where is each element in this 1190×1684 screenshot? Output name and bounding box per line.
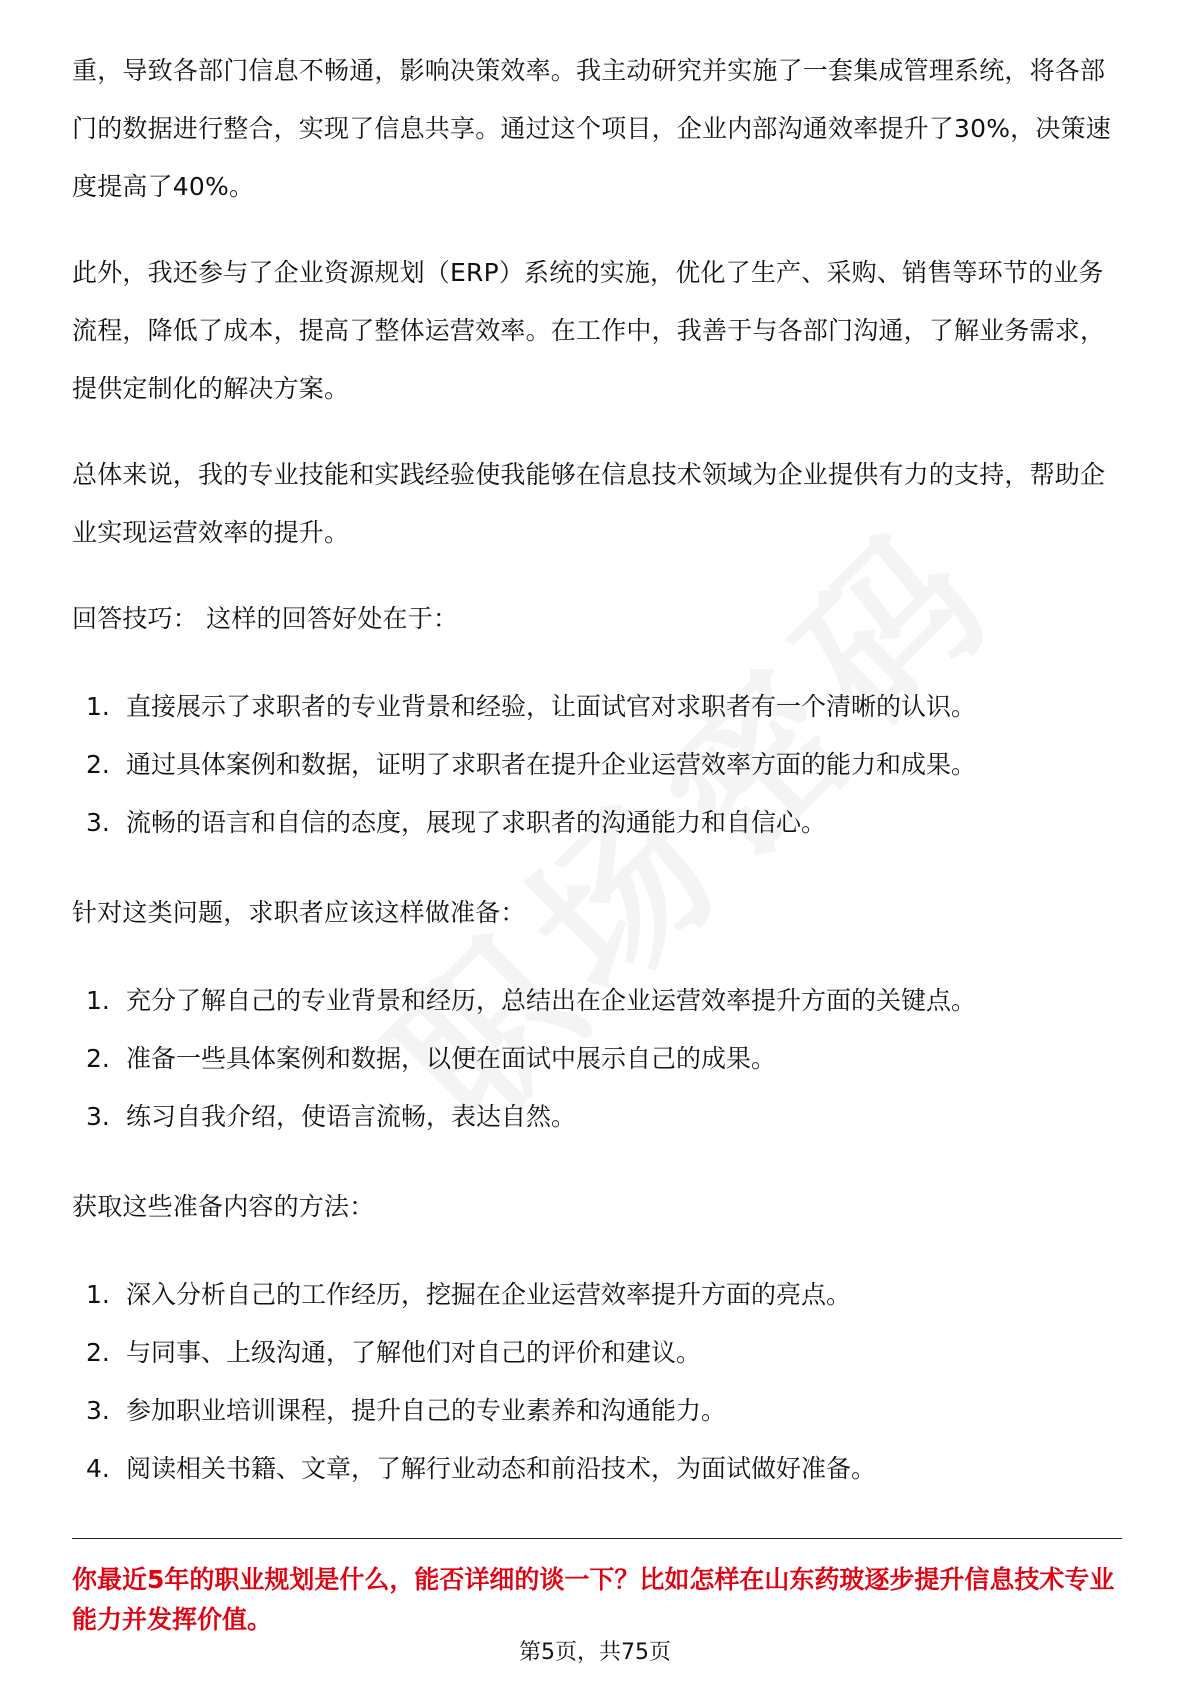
list-number: 3.	[86, 1396, 110, 1425]
paragraph-3: 总体来说，我的专业技能和实践经验使我能够在信息技术领域为企业提供有力的支持，帮助企业实现运营效率的提升。	[72, 460, 1106, 547]
list-number: 2.	[86, 750, 110, 779]
list-text: 阅读相关书籍、文章，了解行业动态和前沿技术，为面试做好准备。	[126, 1454, 877, 1483]
list-text: 参加职业培训课程，提升自己的专业素养和沟通能力。	[126, 1396, 727, 1425]
page-number: 第5页，共75页	[519, 1640, 671, 1665]
prep-list	[72, 972, 1122, 1146]
methods-heading: 获取这些准备内容的方法：	[72, 1192, 375, 1221]
list-text: 与同事、上级沟通，了解他们对自己的评价和建议。	[126, 1338, 702, 1367]
list-item	[72, 1382, 1122, 1440]
list-number: 3.	[86, 1102, 110, 1131]
list-number: 4.	[86, 1454, 110, 1483]
list-item	[72, 1030, 1122, 1088]
prep-heading: 针对这类问题，求职者应该这样做准备：	[72, 898, 526, 927]
page-content	[72, 42, 1122, 1530]
list-item	[72, 1324, 1122, 1382]
list-number: 1.	[86, 986, 110, 1015]
tips-list	[72, 678, 1122, 852]
list-item	[72, 736, 1122, 794]
list-item	[72, 1440, 1122, 1498]
list-item	[72, 794, 1122, 852]
list-number: 2.	[86, 1044, 110, 1073]
methods-list	[72, 1266, 1122, 1498]
tips-heading: 回答技巧： 这样的回答好处在于：	[72, 604, 459, 633]
list-number: 1.	[86, 692, 110, 721]
paragraph-2: 此外，我还参与了企业资源规划（ERP）系统的实施，优化了生产、采购、销售等环节的业务流程，降低了成本，提高了整体运营效率。在工作中，我善于与各部门沟通，了解业务需求，提供定制化的解决方案。	[72, 258, 1106, 403]
paragraph-1: 重，导致各部门信息不畅通，影响决策效率。我主动研究并实施了一套集成管理系统，将各部门的数据进行整合，实现了信息共享。通过这个项目，企业内部沟通效率提升了30%，决策速度提高了40%。	[72, 56, 1111, 201]
list-item	[72, 678, 1122, 736]
list-item	[72, 972, 1122, 1030]
list-text: 深入分析自己的工作经历，挖掘在企业运营效率提升方面的亮点。	[126, 1280, 852, 1309]
list-number: 3.	[86, 808, 110, 837]
list-number: 1.	[86, 1280, 110, 1309]
list-number: 2.	[86, 1338, 110, 1367]
footer-divider	[72, 1538, 1122, 1539]
list-text: 准备一些具体案例和数据，以便在面试中展示自己的成果。	[126, 1044, 777, 1073]
list-text: 练习自我介绍，使语言流畅，表达自然。	[126, 1102, 577, 1131]
next-question-text: 你最近5年的职业规划是什么，能否详细的谈一下？比如怎样在山东药玻逐步提升信息技术专业能力并发挥价值。	[72, 1565, 1115, 1634]
list-item	[72, 1266, 1122, 1324]
list-item	[72, 1088, 1122, 1146]
list-text: 通过具体案例和数据，证明了求职者在提升企业运营效率方面的能力和成果。	[126, 750, 977, 779]
list-text: 流畅的语言和自信的态度，展现了求职者的沟通能力和自信心。	[126, 808, 827, 837]
list-text: 直接展示了求职者的专业背景和经验，让面试官对求职者有一个清晰的认识。	[126, 692, 977, 721]
list-text: 充分了解自己的专业背景和经历，总结出在企业运营效率提升方面的关键点。	[126, 986, 977, 1015]
